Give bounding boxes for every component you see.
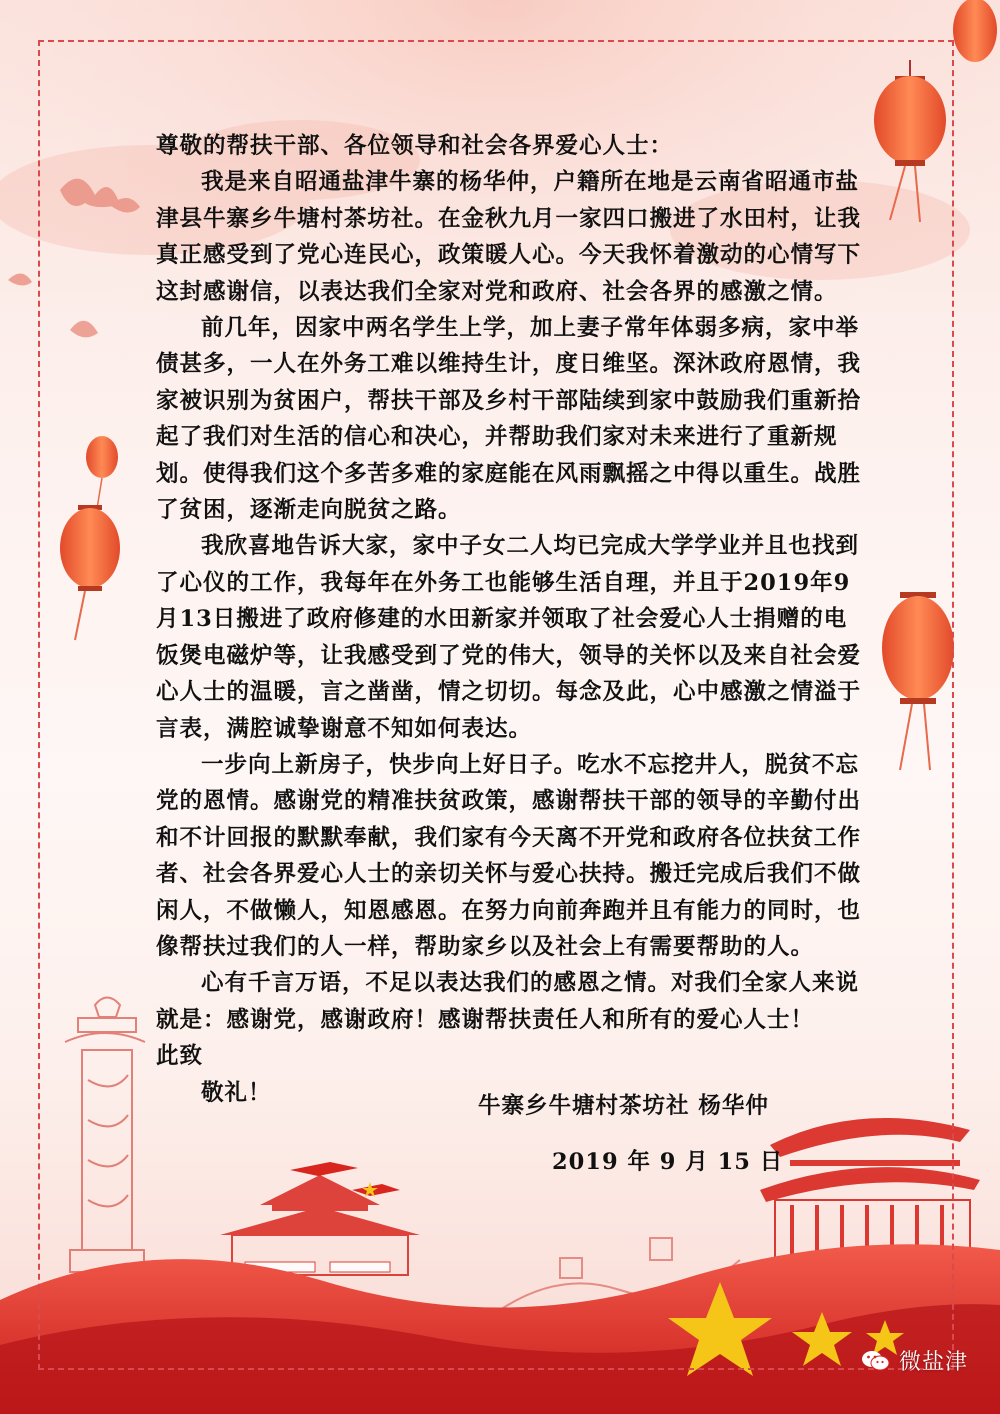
letter-paragraph-4: 一步向上新房子，快步向上好日子。吃水不忘挖井人，脱贫不忘党的恩情。感谢党的精准扶贫政策，感谢帮扶干部的领导的辛勤付出和不计回报的默默奉献，我们家有今天离不开党和政府各位扶贫工作者、社会各界爱心人士的亲切关怀与爱心扶持。搬迁完成后我们不做闲人，不做懒人，知恩感恩。在努力向前奔跑并且有能力的同时，也像帮扶过我们的人一样，帮助家乡以及社会上有需要帮助的人。 [156,751,862,960]
watermark-text: 微盐津 [898,1350,968,1375]
letter-body [156,128,864,1111]
letter-paragraph-3: 我欣喜地告诉大家，家中子女二人均已完成大学学业并且也找到了心仪的工作，我每年在外务工也能够生活自理，并且于2019年9月13日搬进了政府修建的水田新家并领取了社会爱心人士捐赠的电饭煲电磁炉等，让我感受到了党的伟大，领导的关怀以及来自社会爱心人士的温暖，言之凿凿，情之切切。每念及此，心中感激之情溢于言表，满腔诚挚谢意不知如何表达。 [156,533,862,742]
closing-line-1: 此致 [156,1043,204,1070]
letter-paragraph-1: 我是来自昭通盐津牛寨的杨华仲，户籍所在地是云南省昭通市盐津县牛寨乡牛塘村茶坊社。在金秋九月一家四口搬进了水田村，让我真正感受到了党心连民心，政策暖人心。今天我怀着激动的心情写下这封感谢信，以表达我们全家对党和政府、社会各界的感激之情。 [156,169,862,305]
salutation: 尊敬的帮扶干部、各位领导和社会各界爱心人士： [156,133,674,159]
letter-paragraph-5: 心有千言万语，不足以表达我们的感恩之情。对我们全家人来说就是：感谢党，感谢政府！感谢帮扶责任人和所有的爱心人士！ [156,970,860,1033]
wechat-icon [861,1349,891,1373]
wechat-watermark [861,1345,968,1376]
closing-line-2: 敬礼！ [201,1079,272,1106]
letter-date: 2019 年 9 月 15 日 [552,1149,784,1175]
signature: 牛寨乡牛塘村茶坊社 杨华仲 [478,1093,769,1119]
letter-paragraph-2: 前几年，因家中两名学生上学，加上妻子常年体弱多病，家中举债甚多，一人在外务工难以维持生计，度日维坚。深沐政府恩情，我家被识别为贫困户，帮扶干部及乡村干部陆续到家中鼓励我们重新拾起了我们对生活的信心和决心，并帮助我们家对未来进行了重新规划。使得我们这个多苦多难的家庭能在风雨飘摇之中得以重生。战胜了贫困，逐渐走向脱贫之路。 [156,315,862,524]
